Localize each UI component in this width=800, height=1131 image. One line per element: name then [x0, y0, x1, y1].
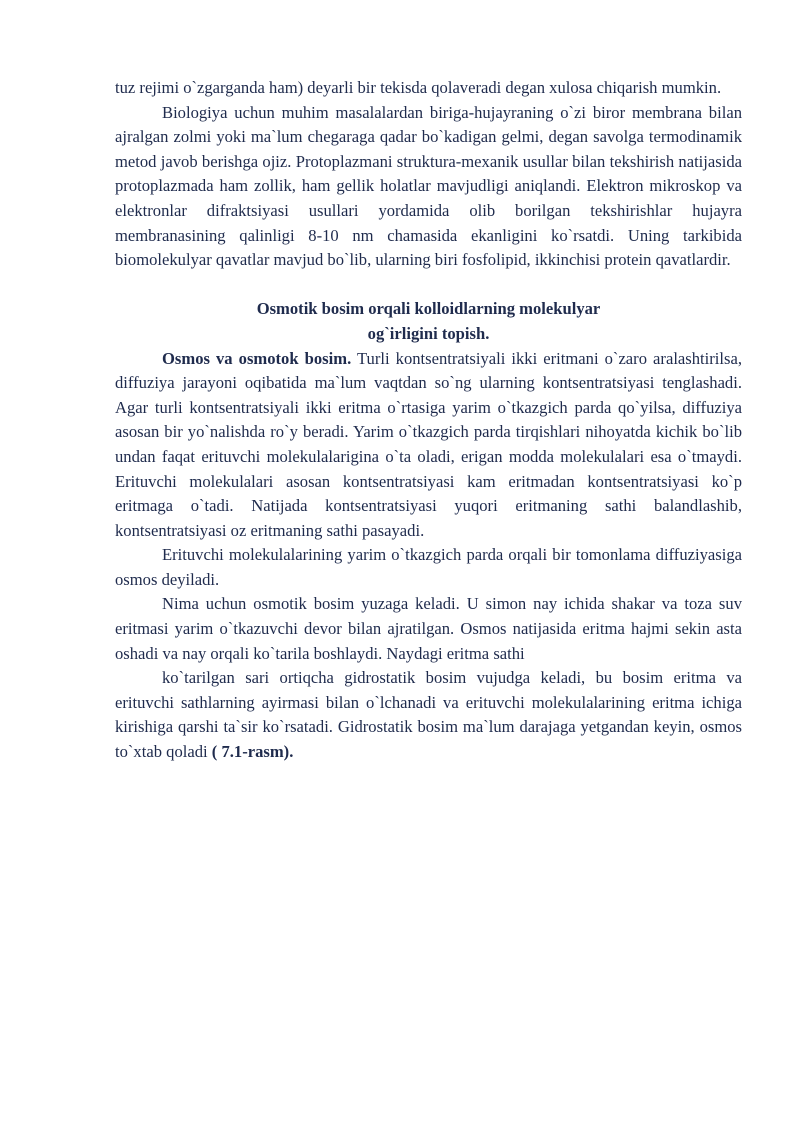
hydrostatic-text: ko`tarilgan sari ortiqcha gidrostatik bosim vujudga keladi, bu bosim eritma va erituvchi sathlarning ayirmasi bilan o`lchanadi va erituvchi molekulalarining eritma ichiga kirishiga qarshi ta`sir ko`rsatadi. Gidrostatik bosim ma`lum darajaga yetgandan keyin, osmos to`xtab qoladi — [115, 668, 742, 762]
section-heading-line-2: og`irligini topish. — [367, 323, 490, 343]
paragraph-continuation: tuz rejimi o`zgarganda ham) deyarli bir tekisda qolaveradi degan xulosa chiqarish mumkin. — [115, 78, 722, 97]
section-heading — [115, 297, 742, 346]
section-heading-line-1: Osmotik bosim orqali kolloidlarning molekulyar — [256, 299, 601, 319]
figure-reference: ( 7.1-rasm). — [211, 742, 294, 762]
paragraph-osmosis — [115, 347, 742, 544]
paragraph-osmosis-definition: Erituvchi molekulalarining yarim o`tkazgich parda orqali bir tomonlama diffuziyasiga osmos deyiladi. — [115, 545, 742, 589]
paragraph-biology: Biologiya uchun muhim masalalardan biriga-hujayraning o`zi biror membrana bilan ajralgan zolmi yoki ma`lum chegaraga qadar bo`kadigan gelmi, degan savolga termodinamik metod javob berishga ojiz. Protoplazmani struktura-mexanik usullar bilan tekshirish natijasida protoplazmada ham zollik, ham gellik holatlar mavjudligi aniqlandi. Elektron mikroskop va elektronlar difraktsiyasi usullari yordamida olib borilgan tekshirishlar hujayra membranasining qalinligi 8-10 nm chamasida ekanligini ko`rsatdi. Uning tarkibida biomolekulyar qavatlar mavjud bo`lib, ularning biri fosfolipid, ikkinchisi protein qavatlardir. — [115, 102, 742, 270]
osmosis-text: Turli kontsentratsiyali ikki eritmani o`zaro aralashtirilsa, diffuziya jarayoni oqibatida ma`lum vaqtdan so`ng ularning kontsentratsiyasi tenglashadi. Agar turli kontsentratsiyali ikki eritma o`rtasiga yarim o`tkazgich parda qo`yilsa, diffuziya asosan bir yo`nalishda ro`y beradi. Yarim o`tkazgich parda tirqishlari nihoyatda kichik bo`lib undan faqat erituvchi molekulalarigina o`ta oladi, erigan modda molekulalari esa o`tmaydi. Erituvchi molekulalari asosan kontsentratsiyasi kam eritmadan kontsentratsiyasi ko`p eritmaga o`tadi. Natijada kontsentratsiyasi yuqori eritmaning sathi balandlashib, kontsentratsiyasi oz eritmaning sathi pasayadi. — [115, 348, 742, 540]
paragraph-osmotic-pressure: Nima uchun osmotik bosim yuzaga keladi. U simon nay ichida shakar va toza suv eritmasi yarim o`tkazuvchi devor bilan ajratilgan. Osmos natijasida eritma hajmi sekin asta oshadi va nay orqali ko`tarila boshlaydi. Naydagi eritma sathi — [115, 594, 742, 663]
osmosis-term: Osmos va osmotok bosim. — [162, 348, 352, 368]
paragraph-hydrostatic-pressure — [115, 666, 742, 764]
document-page — [115, 76, 742, 765]
